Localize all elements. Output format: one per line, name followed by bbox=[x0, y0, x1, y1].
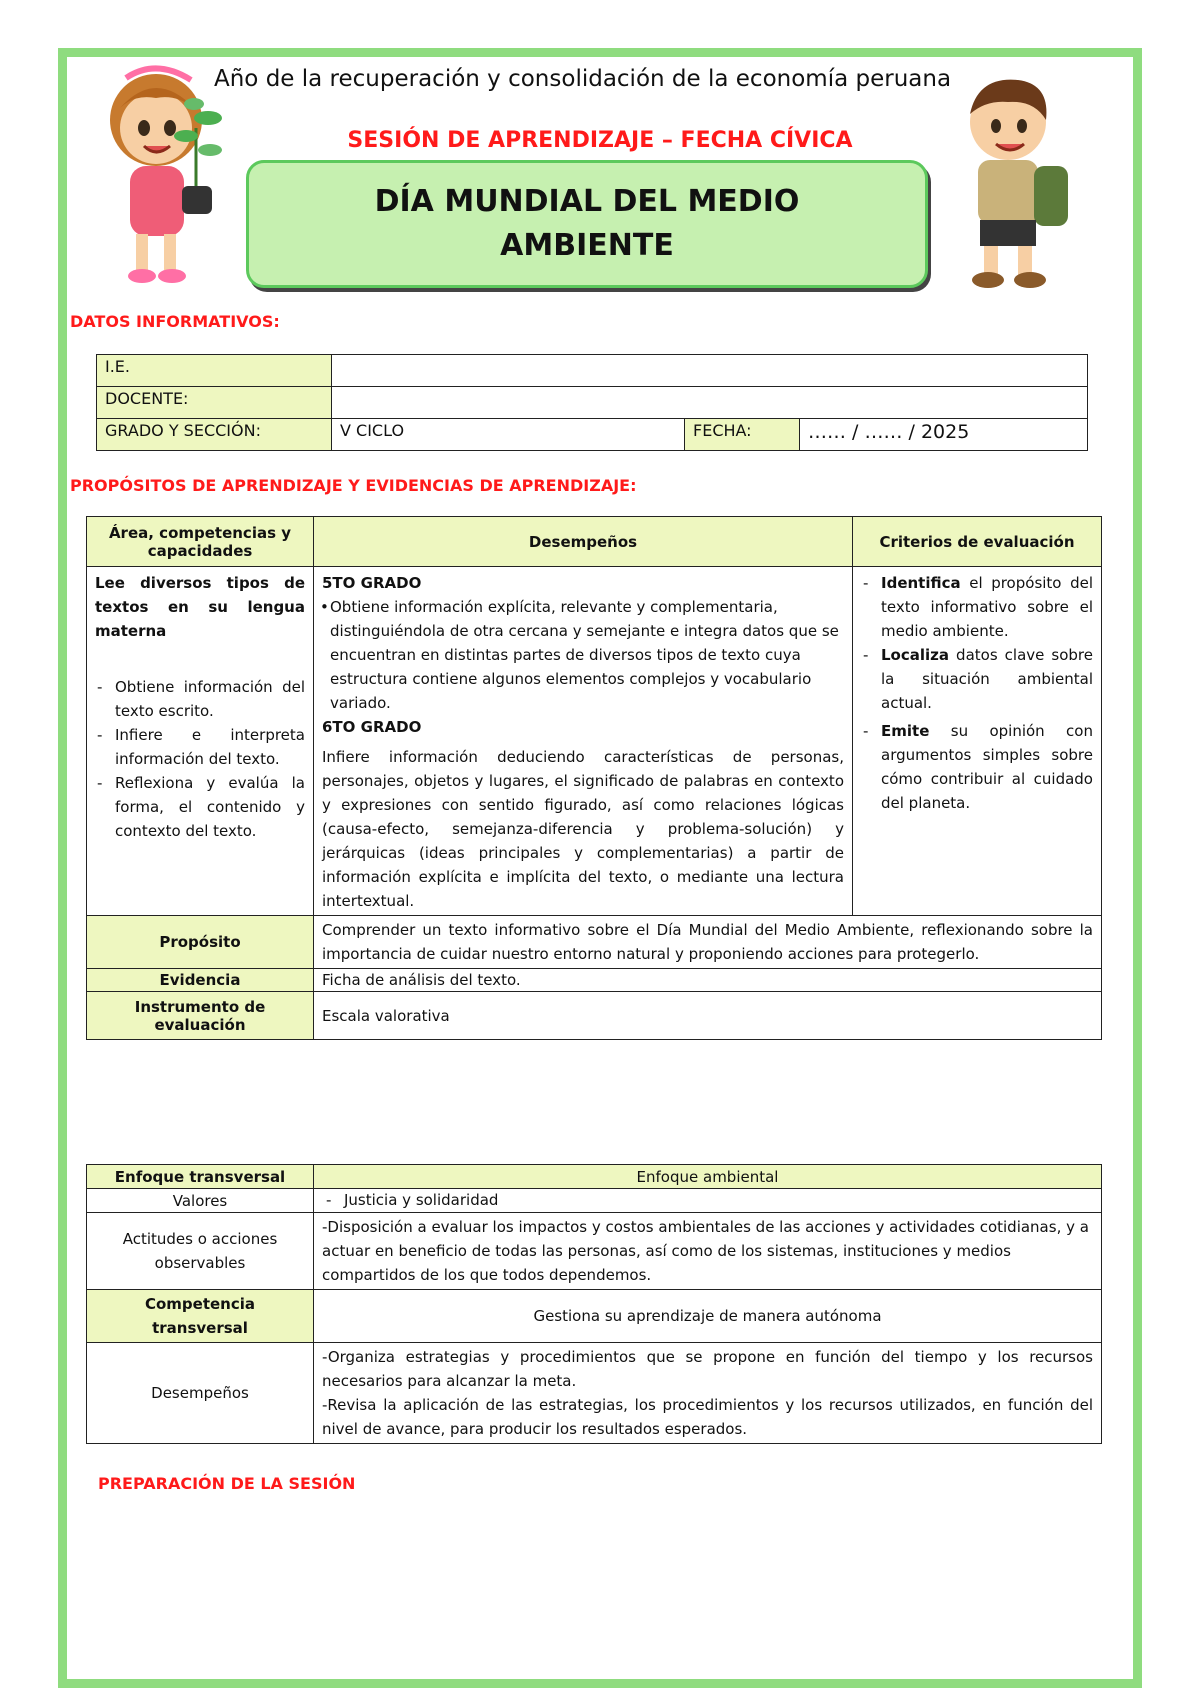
col-area: Área, competencias y capacidades bbox=[87, 517, 314, 567]
criterio-verb: Localiza bbox=[881, 646, 950, 664]
grado6-label: 6TO GRADO bbox=[322, 718, 422, 736]
criterio-item bbox=[877, 643, 1093, 715]
competencia-transversal-value: Gestiona su aprendizaje de manera autónoma bbox=[314, 1290, 1102, 1343]
grado5-text: Obtiene información explícita, relevante y complementaria, distinguiéndola de otra cercana y semejante e integra datos que se encuentran en distintas partes de diversos tipos de texto cuya estructura contiene algunos elementos complejos y vocabulario variado. bbox=[330, 598, 839, 712]
grado-value: V CICLO bbox=[332, 419, 685, 451]
col-criterios: Criterios de evaluación bbox=[853, 517, 1102, 567]
title-line-2: AMBIENTE bbox=[500, 228, 674, 263]
area-cell bbox=[87, 567, 314, 916]
evidencia-label: Evidencia bbox=[87, 969, 314, 992]
capacidad-item: - Reflexiona y evalúa la forma, el contenido y contexto del texto. bbox=[111, 771, 305, 843]
session-type: SESIÓN DE APRENDIZAJE – FECHA CÍVICA bbox=[347, 128, 853, 153]
col-desempenos: Desempeños bbox=[314, 517, 853, 567]
docente-field[interactable] bbox=[332, 387, 1088, 419]
desempeno-item: -Revisa la aplicación de las estrategias, los procedimientos y los recursos utilizados, en función del nivel de avance, para producir los resultados esperados. bbox=[322, 1396, 1093, 1438]
desempenos-values bbox=[314, 1343, 1102, 1444]
capacidad-item: - Infiere e interpreta información del texto. bbox=[111, 723, 305, 771]
desempenos-label: Desempeños bbox=[87, 1343, 314, 1444]
boy-explorer-illustration bbox=[938, 70, 1088, 300]
criterio-item bbox=[877, 719, 1093, 815]
page-title bbox=[249, 163, 925, 285]
propositos-table bbox=[86, 516, 1102, 1040]
criterio-verb: Identifica bbox=[881, 574, 961, 592]
docente-label: DOCENTE: bbox=[97, 387, 332, 419]
capacidades-list bbox=[95, 675, 305, 843]
criterios-list bbox=[861, 571, 1093, 815]
enfoque-value: Enfoque ambiental bbox=[314, 1165, 1102, 1189]
grado5-item: • Obtiene información explícita, relevante y complementaria, distinguiéndola de otra cercana y semejante e integra datos que se encuentran en distintas partes de diversos tipos de texto cuya estructura contiene algunos elementos complejos y vocabulario variado. bbox=[320, 598, 839, 712]
criterio-text: su opinión con argumentos simples sobre cómo contribuir al cuidado del planeta. bbox=[881, 722, 1093, 812]
year-motto: Año de la recuperación y consolidación de la economía peruana bbox=[214, 66, 952, 92]
title-box bbox=[246, 160, 928, 288]
criterio-text: el propósito del texto informativo sobre el medio ambiente. bbox=[881, 574, 1093, 640]
grado6-text: Infiere información deduciendo características de personas, personajes, objetos y lugares, el significado de palabras en contexto y expresiones con sentido figurado, así como relaciones lógicas (causa-efecto, semejanza-diferencia y problema-solución) y jerárquicas (ideas principales y complementarias) a partir de información explícita e implícita del texto, o mediante una lectura intertextual. bbox=[322, 748, 844, 910]
valores-label: Valores bbox=[87, 1189, 314, 1213]
competencia-text: Lee diversos tipos de textos en su lengua materna bbox=[95, 574, 305, 640]
actitudes-value: -Disposición a evaluar los impactos y costos ambientales de las acciones y actividades cotidianas, y a actuar en beneficio de todas las personas, así como de los sistemas, instituciones y medios compartidos de los que todos dependemos. bbox=[314, 1213, 1102, 1290]
enfoque-label: Enfoque transversal bbox=[87, 1165, 314, 1189]
fecha-label: FECHA: bbox=[685, 419, 800, 451]
proposito-text: Comprender un texto informativo sobre el Día Mundial del Medio Ambiente, reflexionando sobre la importancia de cuidar nuestro entorno natural y proponiendo acciones para protegerlo. bbox=[314, 916, 1102, 969]
instrumento-text: Escala valorativa bbox=[314, 992, 1102, 1040]
competencia-transversal-label: Competencia transversal bbox=[87, 1290, 314, 1343]
preparacion-heading: PREPARACIÓN DE LA SESIÓN bbox=[98, 1474, 356, 1493]
ie-label: I.E. bbox=[97, 355, 332, 387]
criterio-item bbox=[877, 571, 1093, 643]
datos-table bbox=[96, 354, 1088, 451]
ie-field[interactable] bbox=[332, 355, 1088, 387]
desempenos-cell bbox=[314, 567, 853, 916]
valores-value: Justicia y solidaridad bbox=[344, 1191, 499, 1209]
valores-cell: - Justicia y solidaridad bbox=[314, 1189, 1102, 1213]
proposito-label: Propósito bbox=[87, 916, 314, 969]
enfoque-table bbox=[86, 1164, 1102, 1444]
fecha-value: …… / …… / 2025 bbox=[800, 419, 1088, 451]
grado5-label: 5TO GRADO bbox=[322, 574, 422, 592]
girl-with-plant-illustration bbox=[96, 58, 266, 298]
criterio-text: datos clave sobre la situación ambiental actual. bbox=[881, 646, 1093, 712]
actitudes-label: Actitudes o acciones observables bbox=[87, 1213, 314, 1290]
evidencia-text: Ficha de análisis del texto. bbox=[314, 969, 1102, 992]
instrumento-label: Instrumento de evaluación bbox=[87, 992, 314, 1040]
title-line-1: DÍA MUNDIAL DEL MEDIO bbox=[374, 184, 800, 219]
criterio-verb: Emite bbox=[881, 722, 930, 740]
desempeno-item: -Organiza estrategias y procedimientos que se propone en función del tiempo y los recursos necesarios para alcanzar la meta. bbox=[322, 1348, 1093, 1390]
grado-label: GRADO Y SECCIÓN: bbox=[97, 419, 332, 451]
criterios-cell bbox=[853, 567, 1102, 916]
datos-heading: DATOS INFORMATIVOS: bbox=[70, 312, 280, 331]
capacidad-item: - Obtiene información del texto escrito. bbox=[111, 675, 305, 723]
propositos-heading: PROPÓSITOS DE APRENDIZAJE Y EVIDENCIAS DE APRENDIZAJE: bbox=[70, 476, 637, 495]
